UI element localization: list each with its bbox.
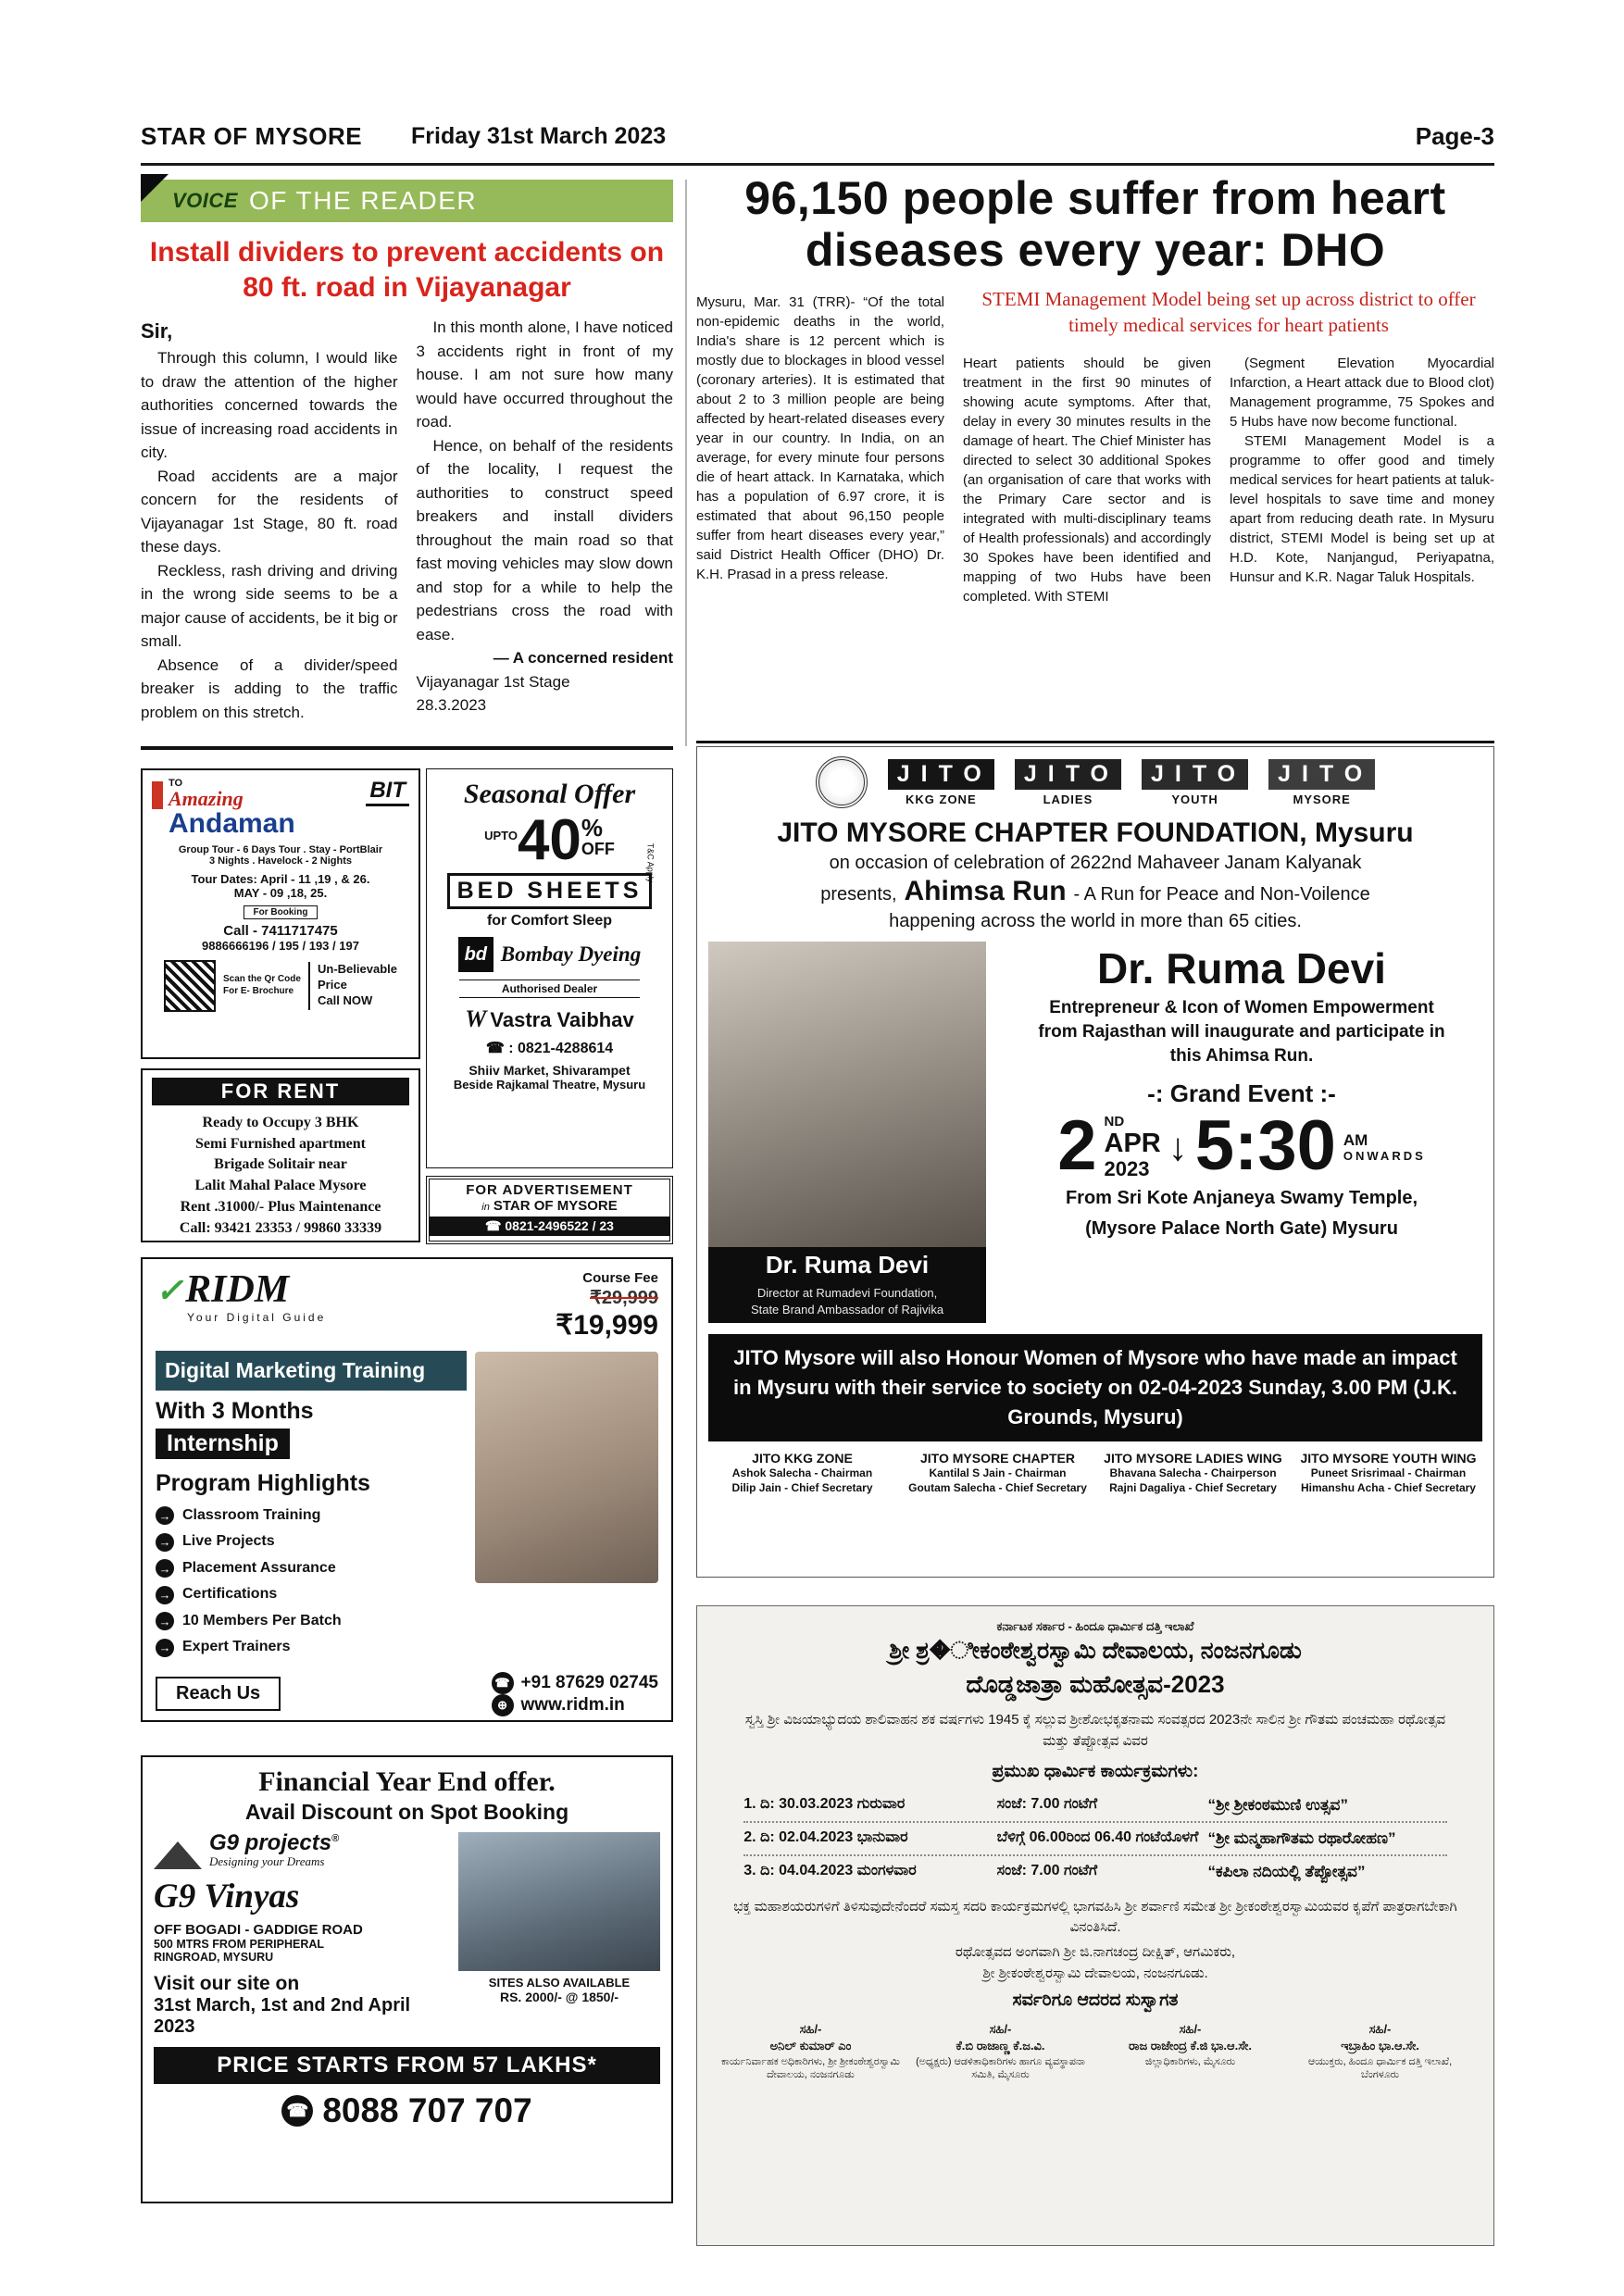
schedule-date: 3. ದಿ: 04.04.2023 ಮಂಗಳವಾರ xyxy=(743,1862,917,1878)
event-venue1: From Sri Kote Anjaneya Swamy Temple, xyxy=(1065,1187,1418,1208)
letter-signoff: — A concerned resident xyxy=(493,649,673,667)
signature-block xyxy=(911,2022,1090,2083)
temple-schedule xyxy=(743,1790,1447,1888)
seasonal-off: OFF xyxy=(581,840,615,858)
jito-event-info xyxy=(1001,942,1482,1323)
signature-block xyxy=(1291,2022,1469,2083)
schedule-date: 2. ದಿ: 02.04.2023 ಭಾನುವಾರ xyxy=(743,1828,908,1845)
ridm-highlight xyxy=(156,1581,658,1607)
article-section-rule xyxy=(696,741,1494,743)
jito-footer-group xyxy=(904,1451,1092,1495)
ad-for-rent xyxy=(141,1068,420,1242)
arrow-icon: → xyxy=(156,1533,174,1552)
letter-paragraph: Through this column, I would like to draw the attention of the higher authorities concerned towards the issue of increasing road accidents in city. xyxy=(141,349,398,461)
g9-visit-line2: 31st March, 1st and 2nd April 2023 xyxy=(154,1995,411,2037)
jito-worldwide: happening across the world in more than 65 cities. xyxy=(889,911,1302,931)
seasonal-tagline: for Comfort Sleep xyxy=(486,913,613,929)
photo-caption-name: Dr. Ruma Devi xyxy=(708,1247,986,1283)
issue-date: Friday 31st March 2023 xyxy=(411,123,667,149)
for-ad-phone: ☎ 0821-2496522 / 23 xyxy=(430,1217,669,1236)
letter-columns xyxy=(141,316,673,724)
schedule-time: ಬೆಳಿಗ್ಗೆ 06.00ರಿಂದ 06.40 ಗಂಟೆಯೊಳಗೆ xyxy=(996,1828,1199,1845)
jito-footer-group xyxy=(1099,1451,1287,1495)
andaman-tour-line1: Group Tour - 6 Days Tour . Stay - PortBlair xyxy=(178,843,383,855)
g9-title: Financial Year End offer. xyxy=(258,1766,556,1797)
temple-note1: ಭಕ್ತ ಮಹಾಶಯರುಗಳಿಗೆ ತಿಳಿಸುವುದೇನೆಂದರೆ ಸಮಸ್ತ ಸದರಿ ಕಾರ್ಯಕ್ರಮಗಳಲ್ಲಿ ಭಾಗವಹಿಸಿ ಶ್ರೀ ಶರ್ವಾಣಿ ಸಮೇತ ಶ್ರೀ ಶ್ರೀಕಂಠೇಶ್ವರಸ್ವಾಮಿಯವರ ಕೃಪೆಗೆ ಪಾತ್ರರಾಗಬೇಕಾಗಿ ವಿನಂತಿಸಿದೆ. xyxy=(733,1898,1457,1935)
signature-name: ಇಬ್ರಾಹಿಂ ಭಾ.ಆ.ಸೇ. xyxy=(1341,2038,1419,2053)
signature-role: ಕಾರ್ಯನಿರ್ವಾಹಕ ಅಧಿಕಾರಿಗಳು, ಶ್ರೀ ಶ್ರೀಕಂಠೇಶ್ವರಸ್ವಾಮಿ ದೇವಾಲಯ, ನಂಜನಗೂಡು xyxy=(721,2055,900,2081)
highlight-text: Live Projects xyxy=(182,1533,275,1550)
footer-line: Rajni Dagaliya - Chief Secretary xyxy=(1109,1480,1277,1494)
ad-temple-mahotsava xyxy=(696,1605,1494,2246)
schedule-time: ಸಂಜೆ: 7.00 ಗಂಟೆಗೆ xyxy=(996,1795,1098,1812)
paper-name: STAR OF MYSORE xyxy=(141,122,363,150)
signature-mark: ಸಹಿ/- xyxy=(799,2021,822,2036)
andaman-price-line2: Price xyxy=(318,978,347,992)
g9-visit-line1: Visit our site on xyxy=(154,1973,300,1994)
ridm-phone: +91 87629 02745 xyxy=(520,1672,658,1692)
seasonal-product: BED SHEETS xyxy=(447,873,653,909)
letter-paragraph: In this month alone, I have noticed 3 accidents right in front of my house. I am not sure how many would have occurred throughout the road. xyxy=(416,318,673,430)
for-rent-line: Ready to Occupy 3 BHK xyxy=(202,1115,359,1130)
jito-run-desc: - A Run for Peace and Non-Voilence xyxy=(1073,884,1370,905)
article-subhead: STEMI Management Model being set up across district to offer timely medical services for heart patients xyxy=(981,288,1476,336)
ridm-highlights-title: Program Highlights xyxy=(156,1470,370,1496)
signature-name: ಕೆ.ಬಿ ರಾಜಾಣ್ಣ ಕೆ.ಜ.ವಿ. xyxy=(956,2038,1045,2053)
phone-icon: ☎ xyxy=(492,1672,514,1694)
letter-paragraph: Absence of a divider/speed breaker is adding to the traffic problem on this stretch. xyxy=(141,655,398,721)
temple-title: ಶ್ರೀ ಶ್ರ�ೀಕಂಠೇಶ್ವರಸ್ವಾಮಿ ದೇವಾಲಯ, ನಂಜನಗೂಡು xyxy=(889,1638,1302,1664)
andaman-phone1: Call - 7411717475 xyxy=(223,922,338,939)
seasonal-address1: Shiiv Market, Shivarampet xyxy=(468,1063,631,1078)
for-rent-phone: Call: 93421 23353 / 99860 33339 xyxy=(179,1219,382,1236)
g9-brand-tagline: Designing your Dreams xyxy=(209,1854,325,1868)
g9-project-name: G9 Vinyas xyxy=(154,1878,300,1915)
highlight-text: Classroom Training xyxy=(182,1507,321,1523)
temple-gov-line: ಕರ್ನಾಟಕ ಸರ್ಕಾರ - ಹಿಂದೂ ಧಾರ್ಮಿಕ ದತ್ತಿ ಇಲಾಖೆ xyxy=(996,1619,1194,1633)
letter-sign-date: 28.3.2023 xyxy=(416,696,487,714)
seasonal-address2: Beside Rajkamal Theatre, Mysuru xyxy=(453,1078,646,1092)
ridm-logo-text: RIDM xyxy=(185,1268,290,1311)
ad-jito-ahimsa-run xyxy=(696,746,1494,1578)
jito-logo-label: YOUTH xyxy=(1171,792,1218,806)
ridm-fee-new: ₹19,999 xyxy=(556,1310,658,1341)
signature-mark: ಸಹಿ/- xyxy=(989,2021,1012,2036)
jito-seal-icon xyxy=(816,756,868,808)
g9-sites1: SITES ALSO AVAILABLE xyxy=(488,1976,631,1990)
for-rent-line: Lalit Mahal Palace Mysore xyxy=(194,1178,367,1194)
down-arrow-icon: ↓ xyxy=(1168,1124,1188,1168)
masthead xyxy=(141,122,1494,159)
article-column-1: Mysuru, Mar. 31 (TRR)- “Of the total non-epidemic deaths in the world, India's share is 12 percent which is mostly due to blockages in blood vessel (coronary arteries). It is estimated that about 2 to 3 million people are being affected by heart-related diseases every year in our country. In India, on an average, for every minute four persons die of heart attack. In Karnataka, which has a population of 6.97 crore, it is estimated that about 96,150 people suffer from heart diseases every year,” said District Health Officer (DHO) Dr. K.H. Prasad in a press release. xyxy=(696,294,944,582)
jito-honour-banner: JITO Mysore will also Honour Women of Mysore who have made an impact in Mysuru with their service to society on 02-04-2023 Sunday, 3.00 PM (J.K. Grounds, Mysuru) xyxy=(708,1334,1482,1441)
jito-photo-block xyxy=(708,942,986,1323)
bd-monogram: bd xyxy=(458,937,493,972)
footer-line: Kantilal S Jain - Chairman xyxy=(929,1466,1067,1479)
andaman-brand xyxy=(152,778,295,839)
schedule-time: ಸಂಜೆ: 7.00 ಗಂಟೆಗೆ xyxy=(996,1862,1098,1878)
ridm-logo xyxy=(156,1270,326,1309)
jito-logo-label: KKG ZONE xyxy=(906,792,977,806)
jito-wordmark: JITO xyxy=(888,759,994,790)
ridm-logo-block xyxy=(156,1270,326,1341)
ridm-course-banner: Digital Marketing Training xyxy=(156,1351,467,1391)
ridm-footer xyxy=(156,1672,658,1716)
seasonal-dealer: Authorised Dealer xyxy=(459,980,639,998)
grand-event-label: -: Grand Event :- xyxy=(1147,1079,1336,1107)
andaman-brand-name: Andaman xyxy=(169,808,295,839)
g9-location2: 500 MTRS FROM PERIPHERAL xyxy=(154,1938,325,1951)
ridm-tagline: Your Digital Guide xyxy=(187,1311,327,1324)
signature-name: ರಾಜ ರಾಜೇಂದ್ರ ಕೆ.ಜಿ ಭಾ.ಆ.ಸೇ. xyxy=(1128,2038,1252,2053)
jito-logo-row xyxy=(708,756,1482,808)
g9-phone-number: 8088 707 707 xyxy=(322,2091,532,2129)
arrow-icon: → xyxy=(156,1586,174,1604)
footer-line: Ashok Salecha - Chairman xyxy=(731,1466,873,1479)
footer-group-title: JITO KKG ZONE xyxy=(752,1450,853,1466)
g9-phone-row xyxy=(154,2091,660,2130)
house-roof-icon xyxy=(154,1841,202,1869)
ridm-website: www.ridm.in xyxy=(520,1694,625,1715)
andaman-price-line3: Call NOW xyxy=(318,992,373,1007)
g9-building-photo xyxy=(458,1832,660,1971)
andaman-dates2: MAY - 09 ,18, 25. xyxy=(233,885,328,900)
temple-note3: ಶ್ರೀ ಶ್ರೀಕಂಠೇಶ್ವರಸ್ವಾಮಿ ದೇವಾಲಯ, ನಂಜನಗೂಡು. xyxy=(982,1965,1208,1981)
ad-g9-projects xyxy=(141,1755,673,2203)
schedule-row xyxy=(743,1790,1447,1823)
g9-price-bar: PRICE STARTS FROM 57 LAKHS* xyxy=(154,2047,660,2084)
event-venue2: (Mysore Palace North Gate) Mysuru xyxy=(1085,1217,1398,1239)
ridm-contacts xyxy=(492,1672,658,1716)
voice-of-the-reader-section xyxy=(141,180,673,724)
g9-brand-row xyxy=(154,1832,451,1869)
temple-note2: ರಥೋತ್ಸವದ ಅಂಗವಾಗಿ ಶ್ರೀ ಜಿ.ನಾಗಚಂದ್ರ ದೀಕ್ಷಿತ್, ಆಗಮಿಕರು, xyxy=(955,1943,1236,1960)
g9-location1: OFF BOGADI - GADDIGE ROAD xyxy=(154,1922,363,1938)
jito-title: JITO MYSORE CHAPTER FOUNDATION, Mysuru xyxy=(777,817,1414,848)
photo-caption-line: Director at Rumadevi Foundation, xyxy=(756,1286,938,1300)
footer-line: Himanshu Acha - Chief Secretary xyxy=(1301,1480,1476,1494)
g9-subtitle: Avail Discount on Spot Booking xyxy=(244,1800,569,1824)
letter-section-rule xyxy=(141,746,673,750)
highlight-text: Expert Trainers xyxy=(182,1639,291,1655)
andaman-price-line1: Un-Believable xyxy=(318,962,397,977)
ridm-fees xyxy=(556,1270,658,1341)
corner-triangle-icon xyxy=(141,174,169,202)
seasonal-offer xyxy=(434,808,665,872)
ruma-devi-photo xyxy=(708,942,986,1247)
check-icon: ✓ xyxy=(156,1272,184,1309)
divider xyxy=(308,962,310,1010)
jito-logo-group xyxy=(1268,759,1375,806)
article-column-2: Heart patients should be given treatment in the first 90 minutes of showing acute symptoms. After that, delay in every 30 minutes results in the damage of heart. The Chief Minister has directed to select 30 additional Spokes (an organisation of care that works with the Primary Care sector and is integrated with multi-disciplinary teams of Health professionals) and accordingly 30 Spokes have been identified and mapping of two Hubs have been completed. With STEMI xyxy=(963,356,1211,605)
photo-caption-desc xyxy=(708,1283,986,1323)
jito-presents-row xyxy=(708,876,1482,907)
highlight-text: Placement Assurance xyxy=(182,1559,336,1576)
seasonal-store xyxy=(434,1005,665,1033)
signature-mark: ಸಹಿ/- xyxy=(1179,2021,1202,2036)
ad-ridm xyxy=(141,1257,673,1722)
event-year: 2023 xyxy=(1104,1156,1150,1180)
jito-wordmark: JITO xyxy=(1015,759,1121,790)
footer-line: Bhavana Salecha - Chairperson xyxy=(1109,1466,1277,1479)
ridm-fee-old: ₹29,999 xyxy=(590,1288,658,1308)
guest-description: Entrepreneur & Icon of Women Empowerment from Rajasthan will inaugurate and participate in this Ahimsa Run. xyxy=(1038,998,1445,1067)
article-headline-line1: 96,150 people suffer from heart xyxy=(744,172,1446,224)
andaman-phone2: 9886666196 / 195 / 193 / 197 xyxy=(202,938,359,953)
letter-salutation: Sir, xyxy=(141,319,173,343)
event-time-suffix: AM xyxy=(1343,1130,1368,1149)
globe-icon: ⊕ xyxy=(492,1694,514,1716)
andaman-dates1: Tour Dates: April - 11 ,19 , & 26. xyxy=(191,871,370,886)
ridm-highlight xyxy=(156,1608,658,1634)
jito-occasion: on occasion of celebration of 2622nd Mahaveer Janam Kalyanak xyxy=(829,853,1362,873)
schedule-event: “ಶ್ರೀ ಮನ್ಮಹಾಗೌತಮ ರಥಾರೋಹಣ” xyxy=(1207,1828,1396,1847)
bombay-dyeing-logo xyxy=(434,937,665,972)
ridm-header xyxy=(156,1270,658,1341)
jito-main xyxy=(708,942,1482,1323)
g9-brand-name: G9 projects xyxy=(209,1830,332,1855)
temple-signatures xyxy=(721,2022,1469,2083)
andaman-to: TO xyxy=(169,778,183,789)
seasonal-phone: ☎ : 0821-4288614 xyxy=(485,1041,614,1056)
article-paragraph: STEMI Management Model is a programme to offer good and timely medical services for heart patients at taluk-level hospitals to save time and money apart from reducing death rate. In Mysuru district, STEMI Model is being set up at H.D. Kote, Nanjangud, Periyapatna, Hunsur and K.R. Nagar Taluk Hospitals. xyxy=(1230,433,1494,585)
masthead-rule xyxy=(141,163,1494,166)
for-rent-line: Rent .31000/- Plus Maintenance xyxy=(180,1198,381,1215)
signature-role: (ಅಧ್ಯಕ್ಷರು) ಆಡಳಿತಾಧಿಕಾರಿಗಳು ಹಾಗೂ ವ್ಯವಸ್ಥಾಪನಾ ಸಮಿತಿ, ಮೈಸೂರು xyxy=(916,2055,1085,2081)
letter-paragraph: Road accidents are a major concern for the residents of Vijayanagar 1st Stage, 80 ft. road these days. xyxy=(141,467,398,555)
jito-logo-group xyxy=(1015,759,1121,806)
seasonal-tc: T&C Apply xyxy=(645,842,656,883)
g9-brand xyxy=(209,1832,339,1854)
event-day: 2 xyxy=(1057,1106,1097,1186)
g9-sites2: RS. 2000/- @ 1850/- xyxy=(499,1990,619,2004)
temple-welcome: ಸರ್ವರಿಗೂ ಆದರದ ಸುಸ್ವಾಗತ xyxy=(1012,1990,1179,2010)
ridm-reach-us-button: Reach Us xyxy=(156,1677,281,1711)
letter-column-1 xyxy=(141,316,398,724)
arrow-icon: → xyxy=(156,1506,174,1525)
for-ad-paper: STAR OF MYSORE xyxy=(493,1198,618,1214)
g9-left xyxy=(154,1832,458,2038)
bit-logo: BIT xyxy=(366,778,409,806)
schedule-event: “ಶ್ರೀ ಶ್ರೀಕಂಠಮುಣಿ ಉತ್ಸವ” xyxy=(1207,1795,1348,1814)
article-paragraph: (Segment Elevation Myocardial Infarction, a Heart attack due to Blood clot) Management programme, 75 Spokes and 5 Hubs have now become functional. xyxy=(1230,356,1494,430)
event-onwards: ONWARDS xyxy=(1343,1148,1426,1163)
andaman-qr-caption: Scan the Qr Code For E- Brochure xyxy=(223,974,301,996)
highlight-text: Certifications xyxy=(182,1586,278,1603)
ridm-highlight xyxy=(156,1634,658,1660)
column-divider xyxy=(685,180,687,746)
ad-for-advertisement xyxy=(426,1176,673,1244)
g9-right xyxy=(458,1832,660,2038)
g9-body xyxy=(154,1832,660,2038)
for-rent-line: Brigade Solitair near xyxy=(214,1156,347,1173)
for-ad-in: in xyxy=(481,1202,490,1213)
jito-run-name: Ahimsa Run xyxy=(904,876,1067,906)
for-rent-banner: FOR RENT xyxy=(150,1076,411,1107)
schedule-event: “ಕಪಿಲಾ ನದಿಯಲ್ಲಿ ತೆಪ್ಪೋತ್ಸವ” xyxy=(1207,1862,1366,1880)
arrow-icon: → xyxy=(156,1639,174,1657)
jito-office-bearers xyxy=(708,1451,1482,1495)
guest-name: Dr. Ruma Devi xyxy=(1097,944,1386,992)
bombay-dyeing-name: Bombay Dyeing xyxy=(500,942,642,966)
signature-block xyxy=(721,2022,900,2083)
voice-banner xyxy=(141,180,673,222)
event-time: 5:30 xyxy=(1194,1106,1336,1186)
temple-program-title: ಪ್ರಮುಖ ಧಾರ್ಮಿಕ ಕಾರ್ಯಕ್ರಮಗಳು: xyxy=(992,1761,1199,1781)
arrow-icon: → xyxy=(156,1559,174,1578)
store-monogram: W xyxy=(465,1005,487,1032)
seasonal-upto: UPTO xyxy=(484,829,518,842)
schedule-row xyxy=(743,1856,1447,1888)
signature-block xyxy=(1101,2022,1280,2083)
event-month: APR xyxy=(1104,1128,1161,1158)
andaman-tour-line2: 3 Nights . Havelock - 2 Nights xyxy=(208,855,353,867)
jito-logo-group xyxy=(888,759,994,806)
event-datetime xyxy=(1057,1106,1426,1186)
andaman-booking-label: For Booking xyxy=(244,905,319,919)
g9-location3: RINGROAD, MYSURU xyxy=(154,1951,274,1964)
seasonal-percent-sign: % xyxy=(581,814,604,842)
signature-role: ಜಿಲ್ಲಾಧಿಕಾರಿಗಳು, ಮೈಸೂರು xyxy=(1144,2055,1236,2067)
signature-name: ಅನಿಲ್ ಕುಮಾರ್ ಎಂ xyxy=(769,2038,852,2053)
letter-column-2 xyxy=(417,316,674,724)
voice-banner-title: OF THE READER xyxy=(248,186,478,215)
heart-article xyxy=(696,172,1494,605)
seasonal-title: Seasonal Offer xyxy=(463,779,636,809)
jito-footer-group xyxy=(1294,1451,1482,1495)
andaman-header xyxy=(152,778,409,839)
andaman-brand-script: Amazing xyxy=(169,787,244,810)
jito-wordmark: JITO xyxy=(1142,759,1248,790)
jito-logo-label: LADIES xyxy=(1043,792,1093,806)
for-rent-line: Semi Furnished apartment xyxy=(195,1135,366,1152)
registered-icon: ® xyxy=(331,1833,340,1844)
letter-headline: Install dividers to prevent accidents on 80 ft. road in Vijayanagar xyxy=(149,237,665,303)
jito-footer-group xyxy=(708,1451,896,1495)
for-rent-details xyxy=(150,1113,411,1239)
seasonal-percent-value: 40 xyxy=(517,808,581,872)
footer-group-title: JITO MYSORE YOUTH WING xyxy=(1300,1450,1477,1466)
ridm-fee-label: Course Fee xyxy=(582,1270,658,1286)
ridm-sub1: With 3 Months xyxy=(156,1398,314,1424)
for-ad-line2 xyxy=(430,1198,669,1214)
photo-caption-line: State Brand Ambassador of Rajivika xyxy=(750,1302,944,1316)
ad-amazing-andaman xyxy=(141,768,420,1059)
schedule-row xyxy=(743,1823,1447,1856)
ridm-internship-badge: Internship xyxy=(156,1429,290,1459)
article-headline-line2: diseases every year: DHO xyxy=(805,224,1386,276)
jito-logo-group xyxy=(1142,759,1248,806)
arrow-icon: → xyxy=(156,1612,174,1630)
footer-group-title: JITO MYSORE CHAPTER xyxy=(920,1450,1075,1466)
letter-paragraph: Hence, on behalf of the residents of the locality, I request the authorities to construct speed breakers and install dividers throughout the main road so that fast moving vehicles may slow down and stop for a while to help the pedestrians cross the road with ease. xyxy=(416,436,673,643)
footer-line: Dilip Jain - Chief Secretary xyxy=(731,1480,873,1494)
ribbon-icon xyxy=(152,781,163,809)
temple-event-title: ದೊಡ್ಡಜಾತ್ರಾ ಮಹೋತ್ಸವ-2023 xyxy=(966,1670,1225,1698)
highlight-text: 10 Members Per Batch xyxy=(182,1612,342,1628)
signature-mark: ಸಹಿ/- xyxy=(1368,2021,1392,2036)
andaman-price-note xyxy=(318,962,397,1009)
for-ad-line1: FOR ADVERTISEMENT xyxy=(466,1182,633,1198)
temple-intro: ಸ್ವಸ್ತಿ ಶ್ರೀ ವಿಜಯಾಭ್ಯುದಯ ಶಾಲಿವಾಹನ ಶಕ ವರ್ಷಗಳು 1945 ಕ್ಕೆ ಸಲ್ಲುವ ಶ್ರೀಶೋಭಕೃತನಾಮ ಸಂವತ್ಸರದ 2023ನೇ ಸಾಲಿನ ಶ್ರೀ ಗೌತಮ ಪಂಚಮಹಾ ರಥೋತ್ಸವ ಮತ್ತು ತೆಪ್ಪೋತ್ಸವ ವಿವರ xyxy=(744,1712,1446,1750)
event-day-suffix: ND xyxy=(1104,1113,1125,1129)
footer-line: Goutam Salecha - Chief Secretary xyxy=(908,1480,1087,1494)
andaman-footer xyxy=(152,960,409,1012)
store-name: Vastra Vaibhav xyxy=(490,1008,634,1031)
footer-line: Puneet Srisrimaal - Chairman xyxy=(1310,1466,1467,1479)
footer-group-title: JITO MYSORE LADIES WING xyxy=(1104,1450,1282,1466)
schedule-date: 1. ದಿ: 30.03.2023 ಗುರುವಾರ xyxy=(743,1795,906,1812)
letter-sign-place: Vijayanagar 1st Stage xyxy=(416,672,570,691)
article-column-3 xyxy=(1230,354,1494,587)
jito-logo-label: MYSORE xyxy=(1293,792,1351,806)
ridm-student-photo xyxy=(475,1352,658,1583)
jito-presents: presents, xyxy=(820,884,897,905)
qr-code-icon xyxy=(164,960,216,1012)
letter-paragraph: Reckless, rash driving and driving in the wrong side seems to be a major cause of accidents, be it big or small. xyxy=(141,561,398,650)
phone-icon: ☎ xyxy=(281,2095,313,2127)
signature-role: ಆಯುಕ್ತರು, ಹಿಂದೂ ಧಾರ್ಮಿಕ ದತ್ತಿ ಇಲಾಖೆ, ಬೆಂಗಳೂರು xyxy=(1307,2055,1453,2081)
page-number: Page-3 xyxy=(1415,122,1494,150)
voice-label: VOICE xyxy=(172,189,238,212)
jito-wordmark: JITO xyxy=(1268,759,1375,790)
ad-bombay-dyeing xyxy=(426,768,673,1168)
